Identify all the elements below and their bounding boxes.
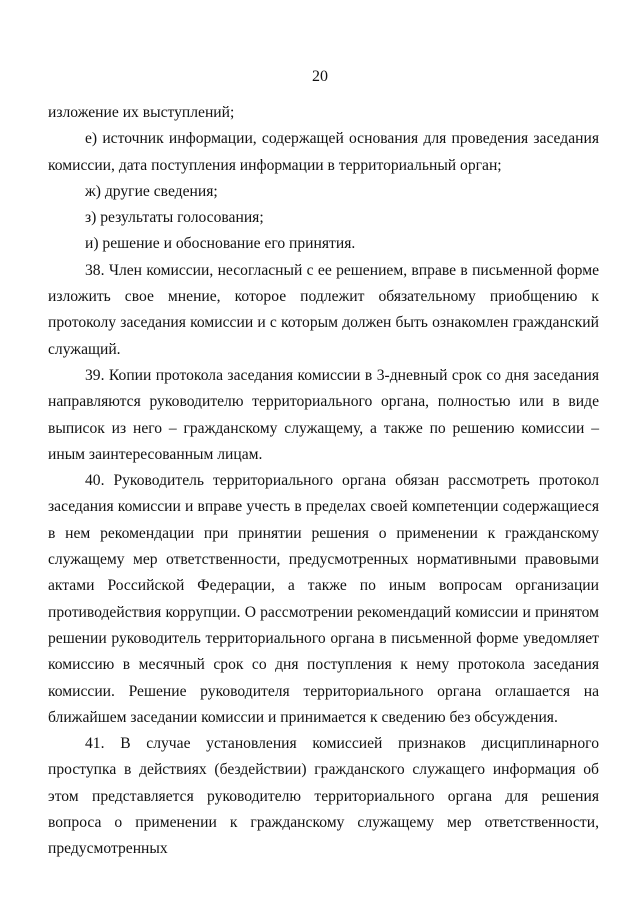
list-item-i: и) решение и обоснование его принятия. xyxy=(85,235,356,253)
paragraph-40: 40. Руководитель территориального органа обязан рассмотреть протокол заседания комиссии и вправе учесть в пределах своей компетенции содержащиеся в нем рекомендации при принятии решения о применении к гражданскому служащему мер ответственности, предусмотренных нормативными правовыми актами Российской Федерации, а также по иным вопросам организации противодействия коррупции. О рассмотрении рекомендаций комиссии и принятом решении руководитель территориального органа в письменной форме уведомляет комиссию в месячный срок со дня поступления к нему протокола заседания комиссии. Решение руководителя территориального органа оглашается на ближайшем заседании комиссии и принимается к сведению без обсуждения. xyxy=(48,472,599,726)
list-item-zh: ж) другие сведения; xyxy=(85,182,218,200)
list-item-z: з) результаты голосования; xyxy=(85,209,264,227)
paragraph-39: 39. Копии протокола заседания комиссии в 3-дневный срок со дня заседания направляются руководителю территориального органа, полностью или в виде выписок из него – гражданскому служащему, а также по решению комиссии – иным заинтересованным лицам. xyxy=(48,366,599,463)
paragraph-41: 41. В случае установления комиссией признаков дисциплинарного проступка в действиях (бездействии) гражданского служащего информация об этом представляется руководителю территориального органа для решения вопроса о применении к гражданскому служащему мер ответственности, предусмотренных xyxy=(48,735,599,858)
paragraph-38: 38. Член комиссии, несогласный с ее решением, вправе в письменной форме изложить свое мнение, которое подлежит обязательному приобщению к протоколу заседания комиссии и с которым должен быть ознакомлен гражданский служащий. xyxy=(48,261,599,358)
list-item-e: е) источник информации, содержащей основания для проведения заседания комиссии, дата поступления информации в территориальный орган; xyxy=(48,130,599,174)
document-body xyxy=(48,100,599,863)
paragraph-continuation: изложение их выступлений; xyxy=(48,104,235,121)
page-number: 20 xyxy=(312,68,328,85)
